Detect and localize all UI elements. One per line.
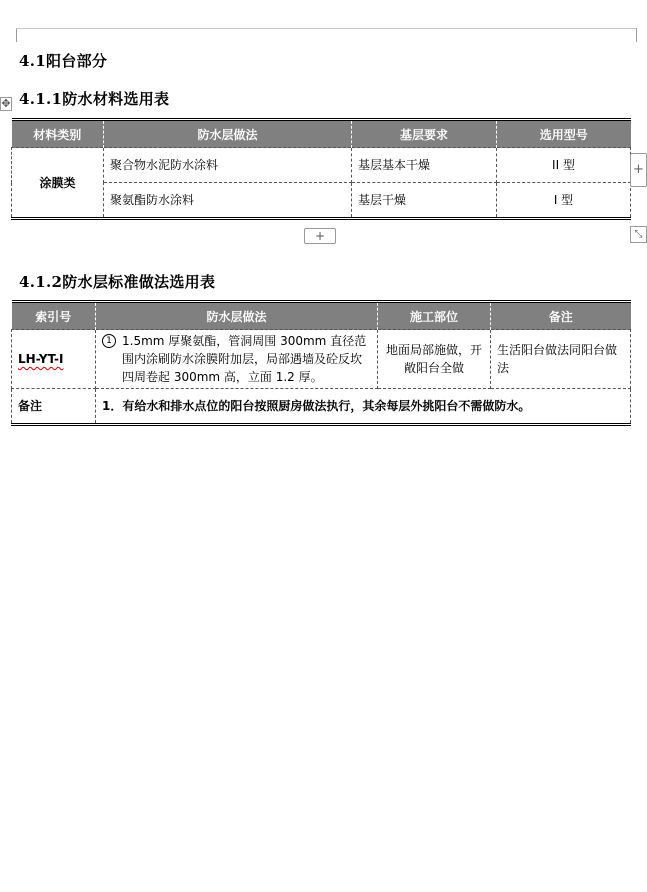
page-corner-mark-right bbox=[636, 28, 647, 42]
note-text-cell[interactable]: 1．有给水和排水点位的阳台按照厨房做法执行，其余每层外挑阳台不需做防水。 bbox=[96, 389, 631, 425]
circled-number: 1 bbox=[102, 334, 116, 348]
header-index: 索引号 bbox=[12, 302, 96, 330]
header-method: 防水层做法 bbox=[104, 120, 352, 148]
category-cell[interactable]: 涂膜类 bbox=[12, 148, 104, 219]
add-row-button[interactable]: + bbox=[304, 228, 336, 244]
header-model: 选用型号 bbox=[497, 120, 631, 148]
location-cell[interactable]: 地面局部施做，开敞阳台全做 bbox=[378, 330, 491, 389]
page-top-margin-line bbox=[16, 28, 636, 29]
method-cell[interactable]: 聚合物水泥防水涂料 bbox=[104, 148, 352, 183]
requirement-cell[interactable]: 基层干燥 bbox=[352, 183, 497, 219]
note-label-cell[interactable]: 备注 bbox=[12, 389, 96, 425]
model-cell[interactable]: I 型 bbox=[497, 183, 631, 219]
resize-icon[interactable]: ⤡ bbox=[630, 226, 647, 243]
table-row bbox=[12, 183, 631, 219]
table2-title: 4.1.2防水层标准做法选用表 bbox=[19, 273, 216, 291]
model-cell[interactable]: II 型 bbox=[497, 148, 631, 183]
header-location: 施工部位 bbox=[378, 302, 491, 330]
header-remark: 备注 bbox=[491, 302, 631, 330]
table1-title: 4.1.1防水材料选用表 bbox=[19, 90, 170, 108]
method-cell[interactable] bbox=[96, 330, 378, 389]
table-row bbox=[12, 330, 631, 389]
page-corner-mark-left bbox=[0, 28, 17, 42]
remark-cell[interactable]: 生活阳台做法同阳台做法 bbox=[491, 330, 631, 389]
index-code: LH-YT-Ⅰ bbox=[18, 352, 64, 366]
header-requirement: 基层要求 bbox=[352, 120, 497, 148]
section-title: 4.1阳台部分 bbox=[19, 52, 108, 70]
header-material-category: 材料类别 bbox=[12, 120, 104, 148]
standard-method-table bbox=[11, 300, 631, 426]
index-cell[interactable] bbox=[12, 330, 96, 389]
header-method: 防水层做法 bbox=[96, 302, 378, 330]
table-row bbox=[12, 148, 631, 183]
materials-table bbox=[11, 118, 631, 220]
requirement-cell[interactable]: 基层基本干燥 bbox=[352, 148, 497, 183]
table-header-row bbox=[12, 120, 631, 148]
table-row bbox=[12, 389, 631, 425]
table-header-row bbox=[12, 302, 631, 330]
move-icon[interactable]: ✥ bbox=[1, 97, 11, 110]
method-text: 1.5mm 厚聚氨酯，管洞周围 300mm 直径范围内涂刷防水涂膜附加层，局部遇墙及砼反坎四周卷起 300mm 高，立面 1.2 厚。 bbox=[122, 334, 367, 384]
method-cell[interactable]: 聚氨酯防水涂料 bbox=[104, 183, 352, 219]
add-column-button[interactable]: + bbox=[630, 153, 647, 187]
